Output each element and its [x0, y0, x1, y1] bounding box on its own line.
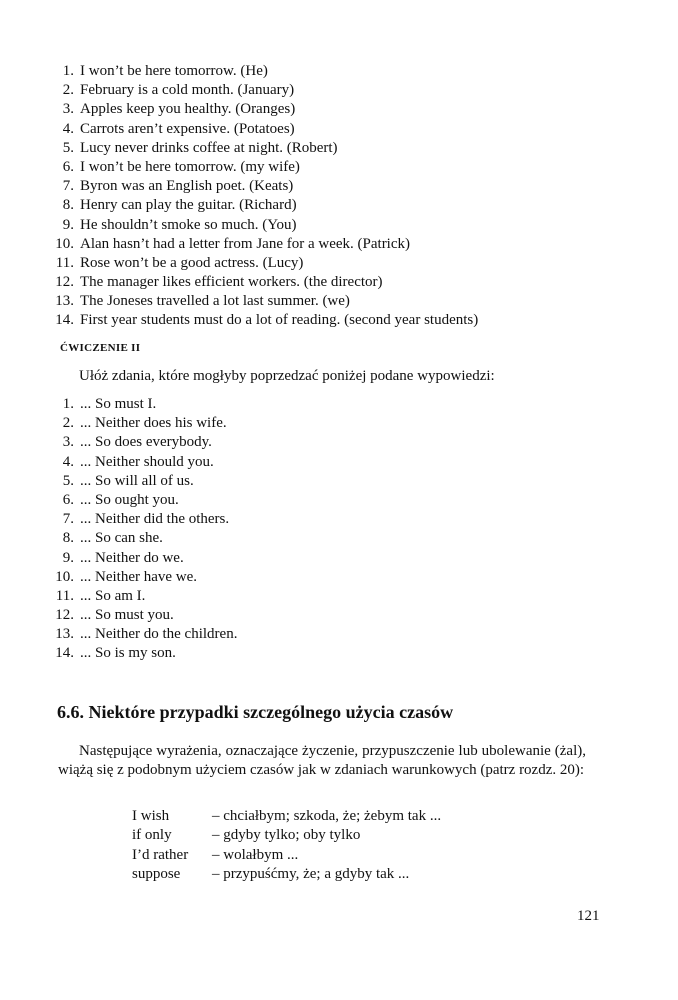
list-item: [40, 273, 478, 292]
list-item: [40, 292, 478, 311]
item-number: 7.: [62, 511, 74, 528]
item-number: 13.: [55, 293, 74, 310]
list-item: [40, 311, 478, 330]
phrase-row: [132, 846, 441, 865]
item-number: 14.: [55, 312, 74, 329]
item-text: Alan hasn’t had a letter from Jane for a week. (Patrick): [80, 235, 411, 252]
list-item: [40, 510, 237, 529]
exercise-2-instruction: Ułóż zdania, które mogłyby poprzedzać poniżej podane wypowiedzi:: [79, 368, 495, 384]
list-item: [40, 549, 237, 568]
list-item: [40, 453, 237, 472]
item-text: February is a cold month. (January): [80, 82, 295, 99]
list-item: [40, 120, 478, 139]
item-number: 8.: [62, 530, 74, 547]
list-item: [40, 491, 237, 510]
item-text: I won’t be here tomorrow. (my wife): [80, 158, 300, 175]
item-text: Henry can play the guitar. (Richard): [80, 197, 297, 214]
item-number: 11.: [55, 254, 74, 271]
list-item: [40, 606, 237, 625]
item-number: 5.: [62, 472, 74, 489]
section-paragraph-text: Następujące wyrażenia, oznaczające życzenie, przypuszczenie lub ubolewanie (żal), wiążą się z podobnym użyciem czasów jak w zdaniach warunkowych (patrz rozdz. 20):: [58, 743, 586, 779]
list-item: [40, 196, 478, 215]
item-text: Byron was an English poet. (Keats): [80, 178, 294, 195]
phrase-meaning: – przypuśćmy, że; a gdyby tak ...: [212, 865, 410, 882]
item-number: 9.: [62, 549, 74, 566]
item-text: ... Neither do the children.: [80, 626, 238, 643]
list-item: [40, 100, 478, 119]
item-number: 12.: [55, 607, 74, 624]
list-item: [40, 177, 478, 196]
item-number: 6.: [62, 158, 74, 175]
item-text: ... So does everybody.: [80, 434, 212, 451]
phrase-row: [132, 826, 441, 845]
list-item: [40, 529, 237, 548]
phrase-row: [132, 865, 441, 884]
item-text: ... So must I.: [80, 396, 157, 412]
item-text: I won’t be here tomorrow. (He): [80, 63, 268, 79]
item-number: 9.: [62, 216, 74, 233]
list-item: [40, 395, 237, 414]
list-item: [40, 216, 478, 235]
list-item: [40, 158, 478, 177]
item-text: The manager likes efficient workers. (the director): [80, 274, 383, 291]
phrase-meaning: – gdyby tylko; oby tylko: [212, 827, 361, 844]
item-text: He shouldn’t smoke so much. (You): [80, 216, 297, 233]
item-text: First year students must do a lot of reading. (second year students): [80, 312, 479, 329]
item-text: ... So ought you.: [80, 491, 179, 508]
item-text: Lucy never drinks coffee at night. (Robert): [80, 139, 338, 156]
list-item: [40, 587, 237, 606]
item-number: 4.: [62, 120, 74, 137]
list-item: [40, 568, 237, 587]
item-number: 1.: [62, 63, 74, 79]
section-paragraph: [58, 742, 586, 781]
list-item: [40, 254, 478, 273]
exercise-2-list: [40, 395, 237, 664]
item-text: ... So am I.: [80, 587, 146, 604]
list-item: [40, 414, 237, 433]
item-number: 1.: [62, 396, 74, 412]
page-number: 121: [577, 908, 600, 924]
item-number: 14.: [55, 645, 74, 662]
exercise-2-heading: ĆWICZENIE II: [60, 342, 141, 354]
item-number: 2.: [62, 415, 74, 432]
list-item: [40, 62, 478, 81]
exercise-1-list: [40, 62, 478, 331]
list-item: [40, 235, 478, 254]
list-item: [40, 139, 478, 158]
item-number: 7.: [62, 178, 74, 195]
item-number: 4.: [62, 453, 74, 470]
item-number: 11.: [55, 587, 74, 604]
item-text: ... Neither have we.: [80, 568, 198, 585]
phrase-meaning: – wolałbym ...: [212, 846, 299, 863]
item-text: ... Neither should you.: [80, 453, 214, 470]
list-item: [40, 81, 478, 100]
item-number: 5.: [62, 139, 74, 156]
item-text: Apples keep you healthy. (Oranges): [80, 101, 296, 118]
list-item: [40, 472, 237, 491]
phrase-meaning: – chciałbym; szkoda, że; żebym tak ...: [212, 808, 442, 824]
list-item: [40, 644, 237, 663]
phrase-term: I wish: [132, 808, 170, 824]
item-number: 2.: [62, 82, 74, 99]
item-number: 8.: [62, 197, 74, 214]
item-number: 12.: [55, 274, 74, 291]
phrase-term: I’d rather: [132, 846, 189, 863]
list-item: [40, 625, 237, 644]
item-number: 13.: [55, 626, 74, 643]
phrase-table: [132, 807, 441, 884]
item-number: 3.: [62, 434, 74, 451]
item-number: 6.: [62, 491, 74, 508]
item-text: ... Neither did the others.: [80, 511, 230, 528]
item-text: ... Neither do we.: [80, 549, 184, 566]
item-text: Carrots aren’t expensive. (Potatoes): [80, 120, 295, 137]
phrase-term: if only: [132, 827, 172, 844]
item-number: 10.: [55, 568, 74, 585]
section-title: 6.6. Niektóre przypadki szczególnego użycia czasów: [57, 702, 454, 722]
item-text: Rose won’t be a good actress. (Lucy): [80, 254, 304, 271]
item-text: ... So can she.: [80, 530, 163, 547]
phrase-row: [132, 807, 441, 826]
item-number: 10.: [55, 235, 74, 252]
phrase-term: suppose: [132, 865, 181, 882]
item-text: ... So must you.: [80, 607, 174, 624]
item-text: ... So is my son.: [80, 645, 176, 662]
item-number: 3.: [62, 101, 74, 118]
item-text: The Joneses travelled a lot last summer. (we): [80, 293, 350, 310]
list-item: [40, 433, 237, 452]
item-text: ... Neither does his wife.: [80, 415, 227, 432]
item-text: ... So will all of us.: [80, 472, 194, 489]
